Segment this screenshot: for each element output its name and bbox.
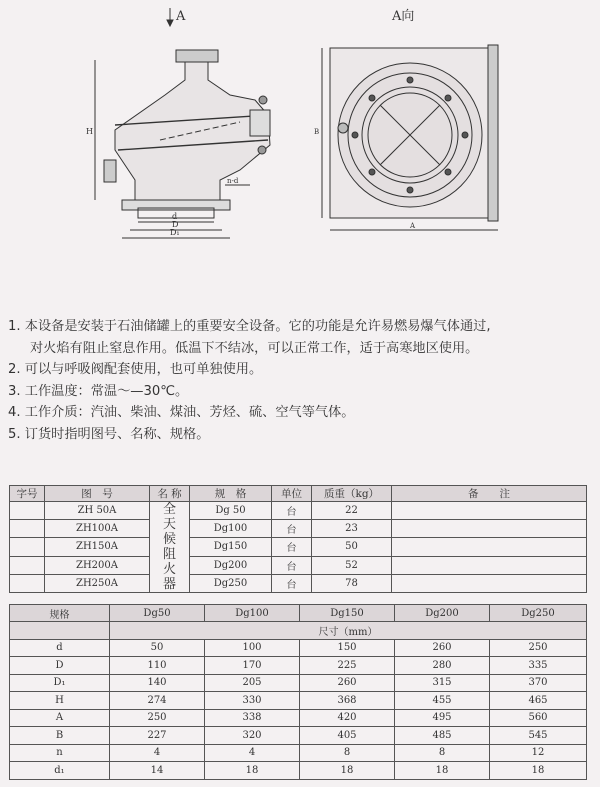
col-spec-label: 规格 bbox=[10, 605, 110, 622]
cell-unit: 台 bbox=[272, 502, 312, 520]
col-dg150: Dg150 bbox=[300, 605, 395, 622]
col-spec: 规 格 bbox=[190, 486, 272, 502]
row-label: D₁ bbox=[10, 674, 110, 692]
front-view bbox=[330, 45, 498, 221]
table-cell: 18 bbox=[300, 762, 395, 780]
note-5: 5. 订货时指明图号、名称、规格。 bbox=[8, 426, 210, 442]
table-cell: 368 bbox=[300, 692, 395, 710]
row-label: d bbox=[10, 639, 110, 657]
technical-drawing bbox=[0, 0, 600, 300]
row-label: H bbox=[10, 692, 110, 710]
table-cell: 140 bbox=[110, 674, 205, 692]
table-cell: 320 bbox=[205, 727, 300, 745]
dim-d-label: d bbox=[172, 212, 178, 221]
dim-H-label: H bbox=[86, 127, 93, 136]
note-2: 2. 可以与呼吸阀配套使用，也可单独使用。 bbox=[8, 362, 263, 377]
dim-A-label: A bbox=[410, 222, 416, 230]
cell-no bbox=[10, 574, 45, 592]
col-name: 名 称 bbox=[150, 486, 190, 502]
table-cell: 335 bbox=[490, 657, 587, 675]
col-weight: 质重（kg） bbox=[312, 486, 392, 502]
cell-remark bbox=[392, 556, 587, 574]
cell-weight: 78 bbox=[312, 574, 392, 592]
table-cell: 250 bbox=[110, 709, 205, 727]
table-cell: 405 bbox=[300, 727, 395, 745]
cell-no bbox=[10, 502, 45, 520]
table-cell: 495 bbox=[395, 709, 490, 727]
cell-remark bbox=[392, 520, 587, 538]
table-cell: 18 bbox=[395, 762, 490, 780]
table-row bbox=[10, 727, 587, 745]
table-cell: 370 bbox=[490, 674, 587, 692]
table-cell: 110 bbox=[110, 657, 205, 675]
cell-unit: 台 bbox=[272, 538, 312, 556]
cell-product-name bbox=[150, 502, 190, 593]
cell-drawing: ZH250A bbox=[45, 574, 150, 592]
cell-spec: Dg 50 bbox=[190, 502, 272, 520]
table-row bbox=[10, 574, 587, 592]
row-label: B bbox=[10, 727, 110, 745]
table-cell: 465 bbox=[490, 692, 587, 710]
note-1: 1. 本设备是安装于石油储罐上的重要安全设备。它的功能是允许易燃易爆气体通过, bbox=[8, 319, 491, 334]
cell-spec: Dg150 bbox=[190, 538, 272, 556]
view-a-title: A向 bbox=[392, 9, 415, 24]
dimension-rows bbox=[10, 639, 587, 779]
row-label: A bbox=[10, 709, 110, 727]
table-cell: 170 bbox=[205, 657, 300, 675]
row-label: D bbox=[10, 657, 110, 675]
cell-unit: 台 bbox=[272, 556, 312, 574]
table-cell: 545 bbox=[490, 727, 587, 745]
table-row bbox=[10, 639, 587, 657]
table-cell: 12 bbox=[490, 744, 587, 762]
note-1-cont: 对火焰有阻止窒息作用。低温下不结冰，可以正常工作，适于高寒地区使用。 bbox=[30, 340, 479, 356]
row-label: n bbox=[10, 744, 110, 762]
product-table bbox=[9, 485, 587, 593]
cell-remark bbox=[392, 574, 587, 592]
table-cell: 50 bbox=[110, 639, 205, 657]
table-cell: 227 bbox=[110, 727, 205, 745]
dim-nd-label: n-d bbox=[227, 177, 239, 185]
cell-empty bbox=[10, 622, 110, 640]
dimension-table bbox=[9, 604, 587, 780]
table-row bbox=[10, 709, 587, 727]
note-4: 4. 工作介质：汽油、柴油、煤油、芳烃、硫、空气等气体。 bbox=[8, 405, 355, 420]
cell-drawing: ZH200A bbox=[45, 556, 150, 574]
cell-spec: Dg200 bbox=[190, 556, 272, 574]
cell-remark bbox=[392, 502, 587, 520]
cell-weight: 23 bbox=[312, 520, 392, 538]
table-cell: 225 bbox=[300, 657, 395, 675]
table-cell: 4 bbox=[205, 744, 300, 762]
table-cell: 14 bbox=[110, 762, 205, 780]
table-cell: 250 bbox=[490, 639, 587, 657]
row-label: d₁ bbox=[10, 762, 110, 780]
col-dg50: Dg50 bbox=[110, 605, 205, 622]
table-cell: 150 bbox=[300, 639, 395, 657]
table-cell: 100 bbox=[205, 639, 300, 657]
table-cell: 18 bbox=[205, 762, 300, 780]
cell-drawing: ZH150A bbox=[45, 538, 150, 556]
cell-spec: Dg250 bbox=[190, 574, 272, 592]
side-view bbox=[104, 50, 270, 218]
cell-spec: Dg100 bbox=[190, 520, 272, 538]
table-cell: 274 bbox=[110, 692, 205, 710]
table-cell: 260 bbox=[300, 674, 395, 692]
table-cell: 420 bbox=[300, 709, 395, 727]
cell-no bbox=[10, 556, 45, 574]
table-cell: 330 bbox=[205, 692, 300, 710]
dim-D-label: D bbox=[172, 220, 179, 229]
col-dg250: Dg250 bbox=[490, 605, 587, 622]
table-row bbox=[10, 762, 587, 780]
table-header-row bbox=[10, 605, 587, 622]
cell-no bbox=[10, 538, 45, 556]
table-cell: 8 bbox=[300, 744, 395, 762]
cell-weight: 22 bbox=[312, 502, 392, 520]
col-drawing-no: 图 号 bbox=[45, 486, 150, 502]
col-remark: 备 注 bbox=[392, 486, 587, 502]
table-cell: 485 bbox=[395, 727, 490, 745]
unit-label: 尺寸（mm） bbox=[110, 622, 587, 640]
table-row bbox=[10, 502, 587, 520]
col-no: 字号 bbox=[10, 486, 45, 502]
table-cell: 315 bbox=[395, 674, 490, 692]
table-cell: 280 bbox=[395, 657, 490, 675]
product-name: 全天候阻火器 bbox=[162, 502, 176, 592]
table-cell: 8 bbox=[395, 744, 490, 762]
table-cell: 260 bbox=[395, 639, 490, 657]
table-row bbox=[10, 674, 587, 692]
dim-B-label: B bbox=[314, 128, 320, 136]
unit-row bbox=[10, 622, 587, 640]
table-header-row bbox=[10, 486, 587, 502]
cell-no bbox=[10, 520, 45, 538]
table-row bbox=[10, 556, 587, 574]
cell-drawing: ZH100A bbox=[45, 520, 150, 538]
table-cell: 205 bbox=[205, 674, 300, 692]
table-row bbox=[10, 538, 587, 556]
col-dg200: Dg200 bbox=[395, 605, 490, 622]
cell-drawing: ZH 50A bbox=[45, 502, 150, 520]
note-3: 3. 工作温度：常温～—30℃。 bbox=[8, 383, 189, 399]
table-row bbox=[10, 657, 587, 675]
view-arrow-label: A bbox=[176, 9, 186, 24]
table-cell: 455 bbox=[395, 692, 490, 710]
col-dg100: Dg100 bbox=[205, 605, 300, 622]
dim-D1-label: D₁ bbox=[170, 228, 180, 237]
table-cell: 338 bbox=[205, 709, 300, 727]
notes-list bbox=[8, 316, 598, 445]
cell-remark bbox=[392, 538, 587, 556]
cell-unit: 台 bbox=[272, 520, 312, 538]
table-cell: 18 bbox=[490, 762, 587, 780]
col-unit: 单位 bbox=[272, 486, 312, 502]
table-cell: 560 bbox=[490, 709, 587, 727]
table-row bbox=[10, 744, 587, 762]
table-cell: 4 bbox=[110, 744, 205, 762]
cell-weight: 50 bbox=[312, 538, 392, 556]
table-row bbox=[10, 520, 587, 538]
cell-weight: 52 bbox=[312, 556, 392, 574]
cell-unit: 台 bbox=[272, 574, 312, 592]
table-row bbox=[10, 692, 587, 710]
